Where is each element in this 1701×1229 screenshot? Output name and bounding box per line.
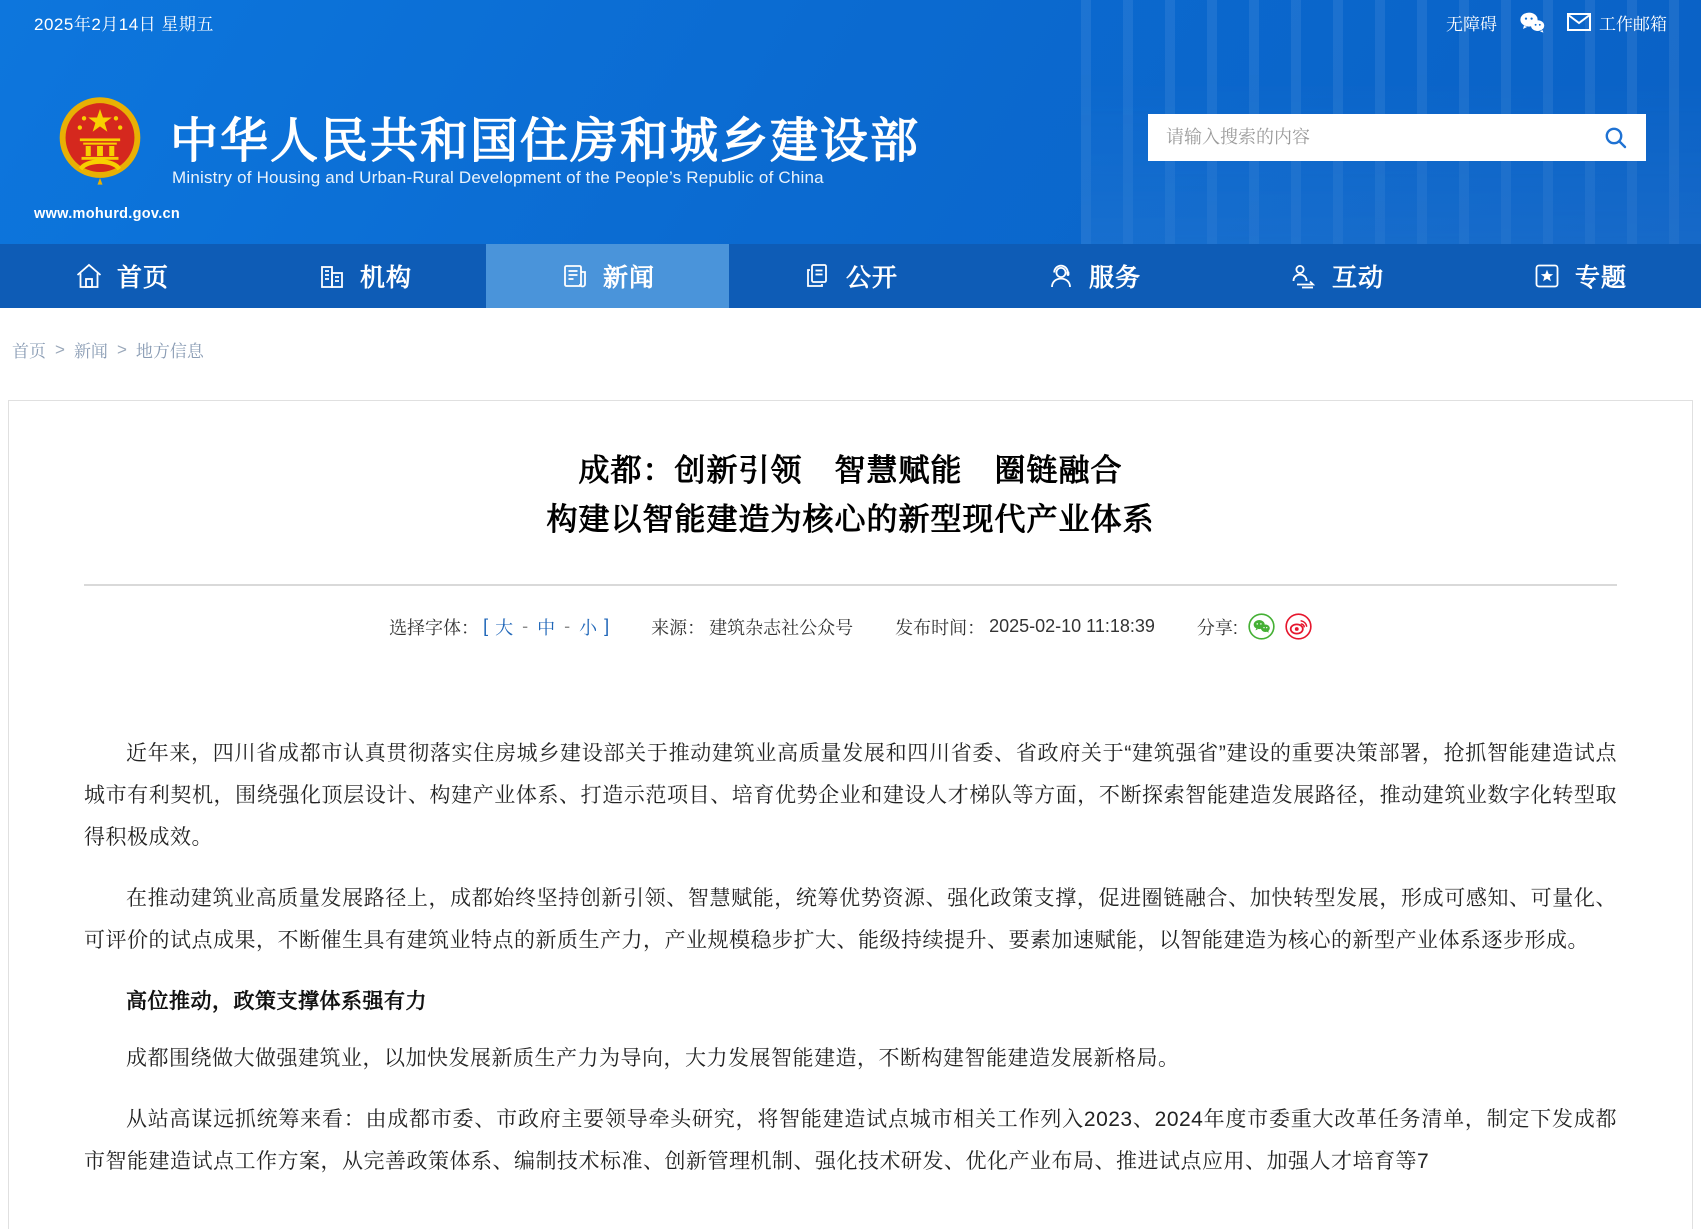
article-body [84,733,1617,1183]
article-title [84,446,1617,544]
topbar [0,0,1701,44]
main-navigation [0,244,1701,308]
site-name-english: Ministry of Housing and Urban-Rural Development of the People’s Republic of China [172,168,824,187]
article-title-line1: 成都：创新引领 智慧赋能 圈链融合 [578,453,1123,488]
nav-tab-interaction[interactable]: 互动 [1215,244,1458,308]
nav-tab-organization[interactable]: 机构 [243,244,486,308]
interaction-icon [1289,261,1319,291]
search-icon [1603,125,1629,151]
breadcrumb-news[interactable]: 新闻 [73,342,108,361]
share-label: 分享: [1196,617,1238,638]
nav-tab-service[interactable]: 服务 [972,244,1215,308]
font-size-large[interactable]: 大 [495,617,514,638]
accessibility-link[interactable]: 无障碍 [1446,14,1497,34]
nav-tab-disclosure[interactable]: 公开 [729,244,972,308]
share-group [1197,613,1312,640]
topics-icon [1532,261,1562,291]
search-input[interactable] [1148,114,1586,161]
paragraph: 成都围绕做大做强建筑业，以加快发展新质生产力为导向，大力发展智能建造，不断构建智能建造发展新格局。 [126,1047,1180,1070]
font-size-small[interactable]: 小 [579,617,598,638]
home-icon [74,261,104,291]
article-title-line2: 构建以智能建造为核心的新型现代产业体系 [546,502,1155,537]
service-icon [1046,261,1076,291]
wechat-share-icon[interactable] [1248,613,1275,640]
breadcrumb [12,337,1701,362]
disclosure-icon [803,261,833,291]
font-size-selector: 选择字体： [ 大 - 中 - 小 ] [389,614,609,640]
paragraph: 近年来，四川省成都市认真贯彻落实住房城乡建设部关于推动建筑业高质量发展和四川省委、省政府关于“建筑强省”建设的重要决策部署，抢抓智能建造试点城市有利契机，围绕强化顶层设计、构建产业体系、打造示范项目、培育优势企业和建设人才梯队等方面，不断探索智能建造发展路径，推动建筑业数字化转型取得积极成效。 [84,742,1617,849]
site-branding [0,44,1701,244]
site-name: 中华人民共和国住房和城乡建设部 [170,115,921,168]
current-date: 2025年2月14日 星期五 [34,14,214,34]
section-heading: 高位推动，政策支撑体系强有力 [126,990,427,1013]
search-box [1148,114,1646,161]
nav-tab-topics[interactable]: 专题 [1458,244,1701,308]
breadcrumb-local-info[interactable]: 地方信息 [135,342,204,361]
search-button[interactable] [1586,114,1646,161]
breadcrumb-home[interactable]: 首页 [12,342,46,361]
organization-icon [317,261,347,291]
breadcrumb-separator: > [55,339,65,359]
news-icon [560,261,590,291]
nav-tab-home[interactable]: 首页 [0,244,243,308]
source-value: 建筑杂志社公众号 [709,617,854,638]
article-meta [84,613,1617,640]
weibo-share-icon[interactable] [1285,613,1312,640]
site-header [0,0,1701,244]
article-card [8,400,1693,1229]
topbar-links [1446,10,1667,35]
font-size-label: 选择字体： [389,617,480,638]
publish-time: 发布时间： 2025-02-10 11:18:39 [895,616,1155,638]
article-source: 来源： 建筑杂志社公众号 [651,614,853,640]
paragraph: 从站高谋远抓统筹来看：由成都市委、市政府主要领导牵头研究，将智能建造试点城市相关工作列入2023、2024年度市委重大改革任务清单，制定下发成都市智能建造试点工作方案，从完善政策体系、编制技术标准、创新管理机制、强化技术研发、优化产业布局、推进试点应用、加强人才培育等7 [84,1108,1617,1173]
site-url: www.mohurd.gov.cn [34,206,181,222]
national-emblem-logo [58,90,142,202]
paragraph: 在推动建筑业高质量发展路径上，成都始终坚持创新引领、智慧赋能，统筹优势资源、强化政策支撑，促进圈链融合、加快转型发展，形成可感知、可量化、可评价的试点成果，不断催生具有建筑业特点的新质生产力，产业规模稳步扩大、能级持续提升、要素加速赋能，以智能建造为核心的新型产业体系逐步形成。 [84,887,1617,952]
title-divider [84,584,1617,586]
mail-icon [1567,13,1591,31]
wechat-icon[interactable] [1519,11,1545,33]
nav-tab-news[interactable]: 新闻 [486,244,729,308]
breadcrumb-separator: > [116,339,127,359]
font-size-medium[interactable]: 中 [537,617,556,638]
work-mailbox-link[interactable]: 工作邮箱 [1567,10,1667,35]
publish-time-value: 2025-02-10 11:18:39 [989,616,1155,636]
